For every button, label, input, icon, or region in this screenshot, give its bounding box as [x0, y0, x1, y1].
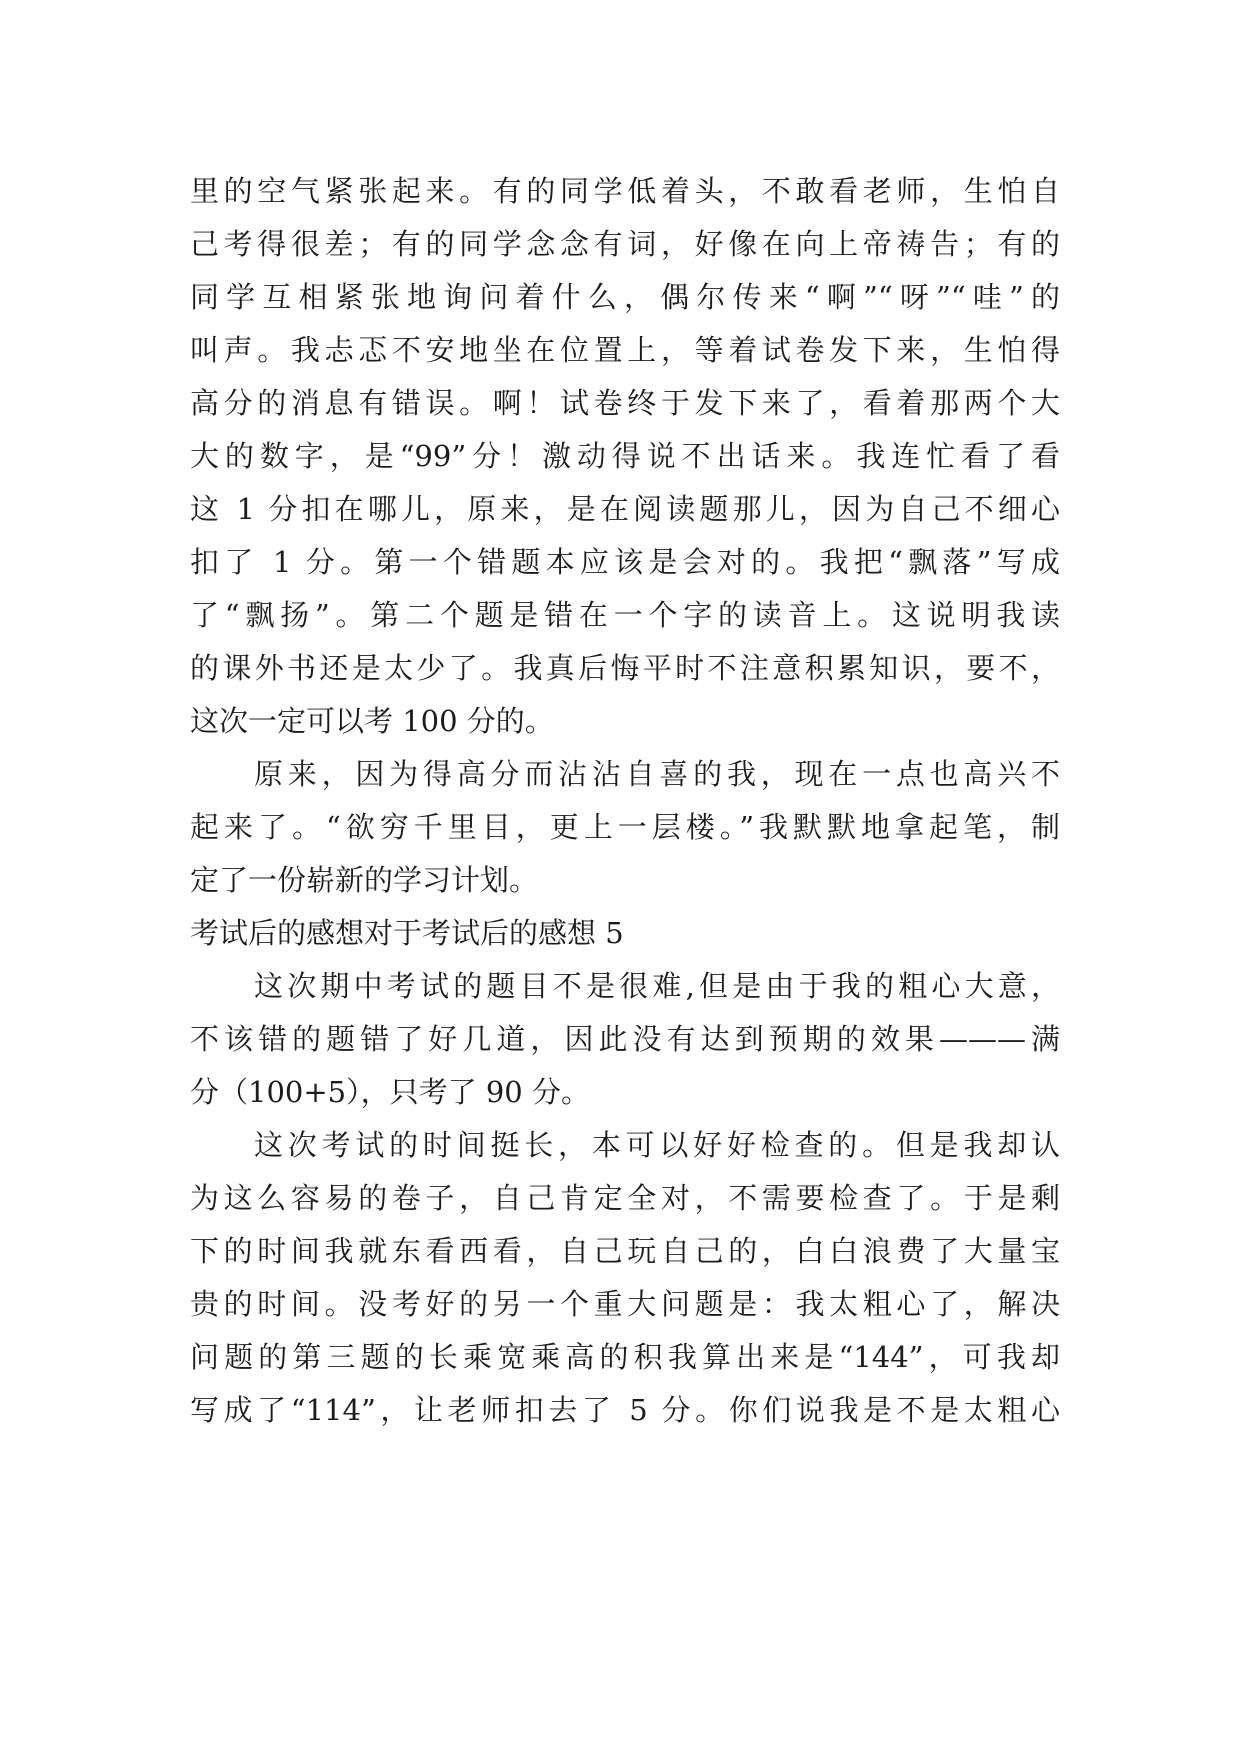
- paragraph-line: 大的数字，是“99”分！激动得说不出话来。我连忙看了看: [190, 439, 1060, 473]
- paragraph-line: 定了一份崭新的学习计划。: [190, 863, 539, 897]
- paragraph-line: 为这么容易的卷子，自己肯定全对，不需要检查了。于是剩: [190, 1181, 1060, 1215]
- paragraph-line: 原来，因为得高分而沾沾自喜的我，现在一点也高兴不: [254, 757, 1060, 791]
- paragraph-4: [190, 1119, 1060, 1437]
- paragraph-line: 高分的消息有错误。啊！试卷终于发下来了，看着那两个大: [190, 386, 1060, 420]
- paragraph-line: 了“飘扬”。第二个题是错在一个字的读音上。这说明我读: [190, 598, 1060, 632]
- paragraph-line: 叫声。我忐忑不安地坐在位置上，等着试卷发下来，生怕得: [190, 333, 1060, 367]
- paragraph-1: [190, 165, 1060, 748]
- paragraph-line: 里的空气紧张起来。有的同学低着头，不敢看老师，生怕自: [190, 174, 1060, 208]
- paragraph-3: [190, 960, 1060, 1119]
- paragraph-line: 的课外书还是太少了。我真后悔平时不注意积累知识，要不，: [190, 651, 1060, 685]
- paragraph-line: 问题的第三题的长乘宽乘高的积我算出来是“144”，可我却: [190, 1340, 1060, 1374]
- paragraph-line: 己考得很差；有的同学念念有词，好像在向上帝祷告；有的: [190, 227, 1060, 261]
- paragraph-line: 下的时间我就东看西看，自己玩自己的，白白浪费了大量宝: [190, 1234, 1060, 1268]
- paragraph-line: 这 1 分扣在哪儿，原来，是在阅读题那儿，因为自己不细心: [190, 492, 1060, 526]
- document-body: [190, 165, 1060, 1437]
- paragraph-line: 贵的时间。没考好的另一个重大问题是：我太粗心了，解决: [190, 1287, 1060, 1321]
- section-heading: 考试后的感想对于考试后的感想 5: [190, 916, 624, 950]
- paragraph-line: 分（100+5），只考了 90 分。: [190, 1075, 590, 1109]
- paragraph-line: 不该错的题错了好几道，因此没有达到预期的效果———满: [190, 1022, 1060, 1056]
- paragraph-line: 这次期中考试的题目不是很难,但是由于我的粗心大意，: [254, 969, 1060, 1003]
- paragraph-line: 同学互相紧张地询问着什么，偶尔传来“啊”“呀”“哇”的: [190, 280, 1060, 314]
- paragraph-line: 起来了。“欲穷千里目，更上一层楼。”我默默地拿起笔，制: [190, 810, 1060, 844]
- paragraph-line: 这次一定可以考 100 分的。: [190, 704, 554, 738]
- paragraph-line: 这次考试的时间挺长，本可以好好检查的。但是我却认: [254, 1128, 1060, 1162]
- paragraph-line: 扣了 1 分。第一个错题本应该是会对的。我把“飘落”写成: [190, 545, 1060, 579]
- paragraph-line: 写成了“114”，让老师扣去了 5 分。你们说我是不是太粗心: [190, 1393, 1060, 1427]
- paragraph-2: [190, 748, 1060, 907]
